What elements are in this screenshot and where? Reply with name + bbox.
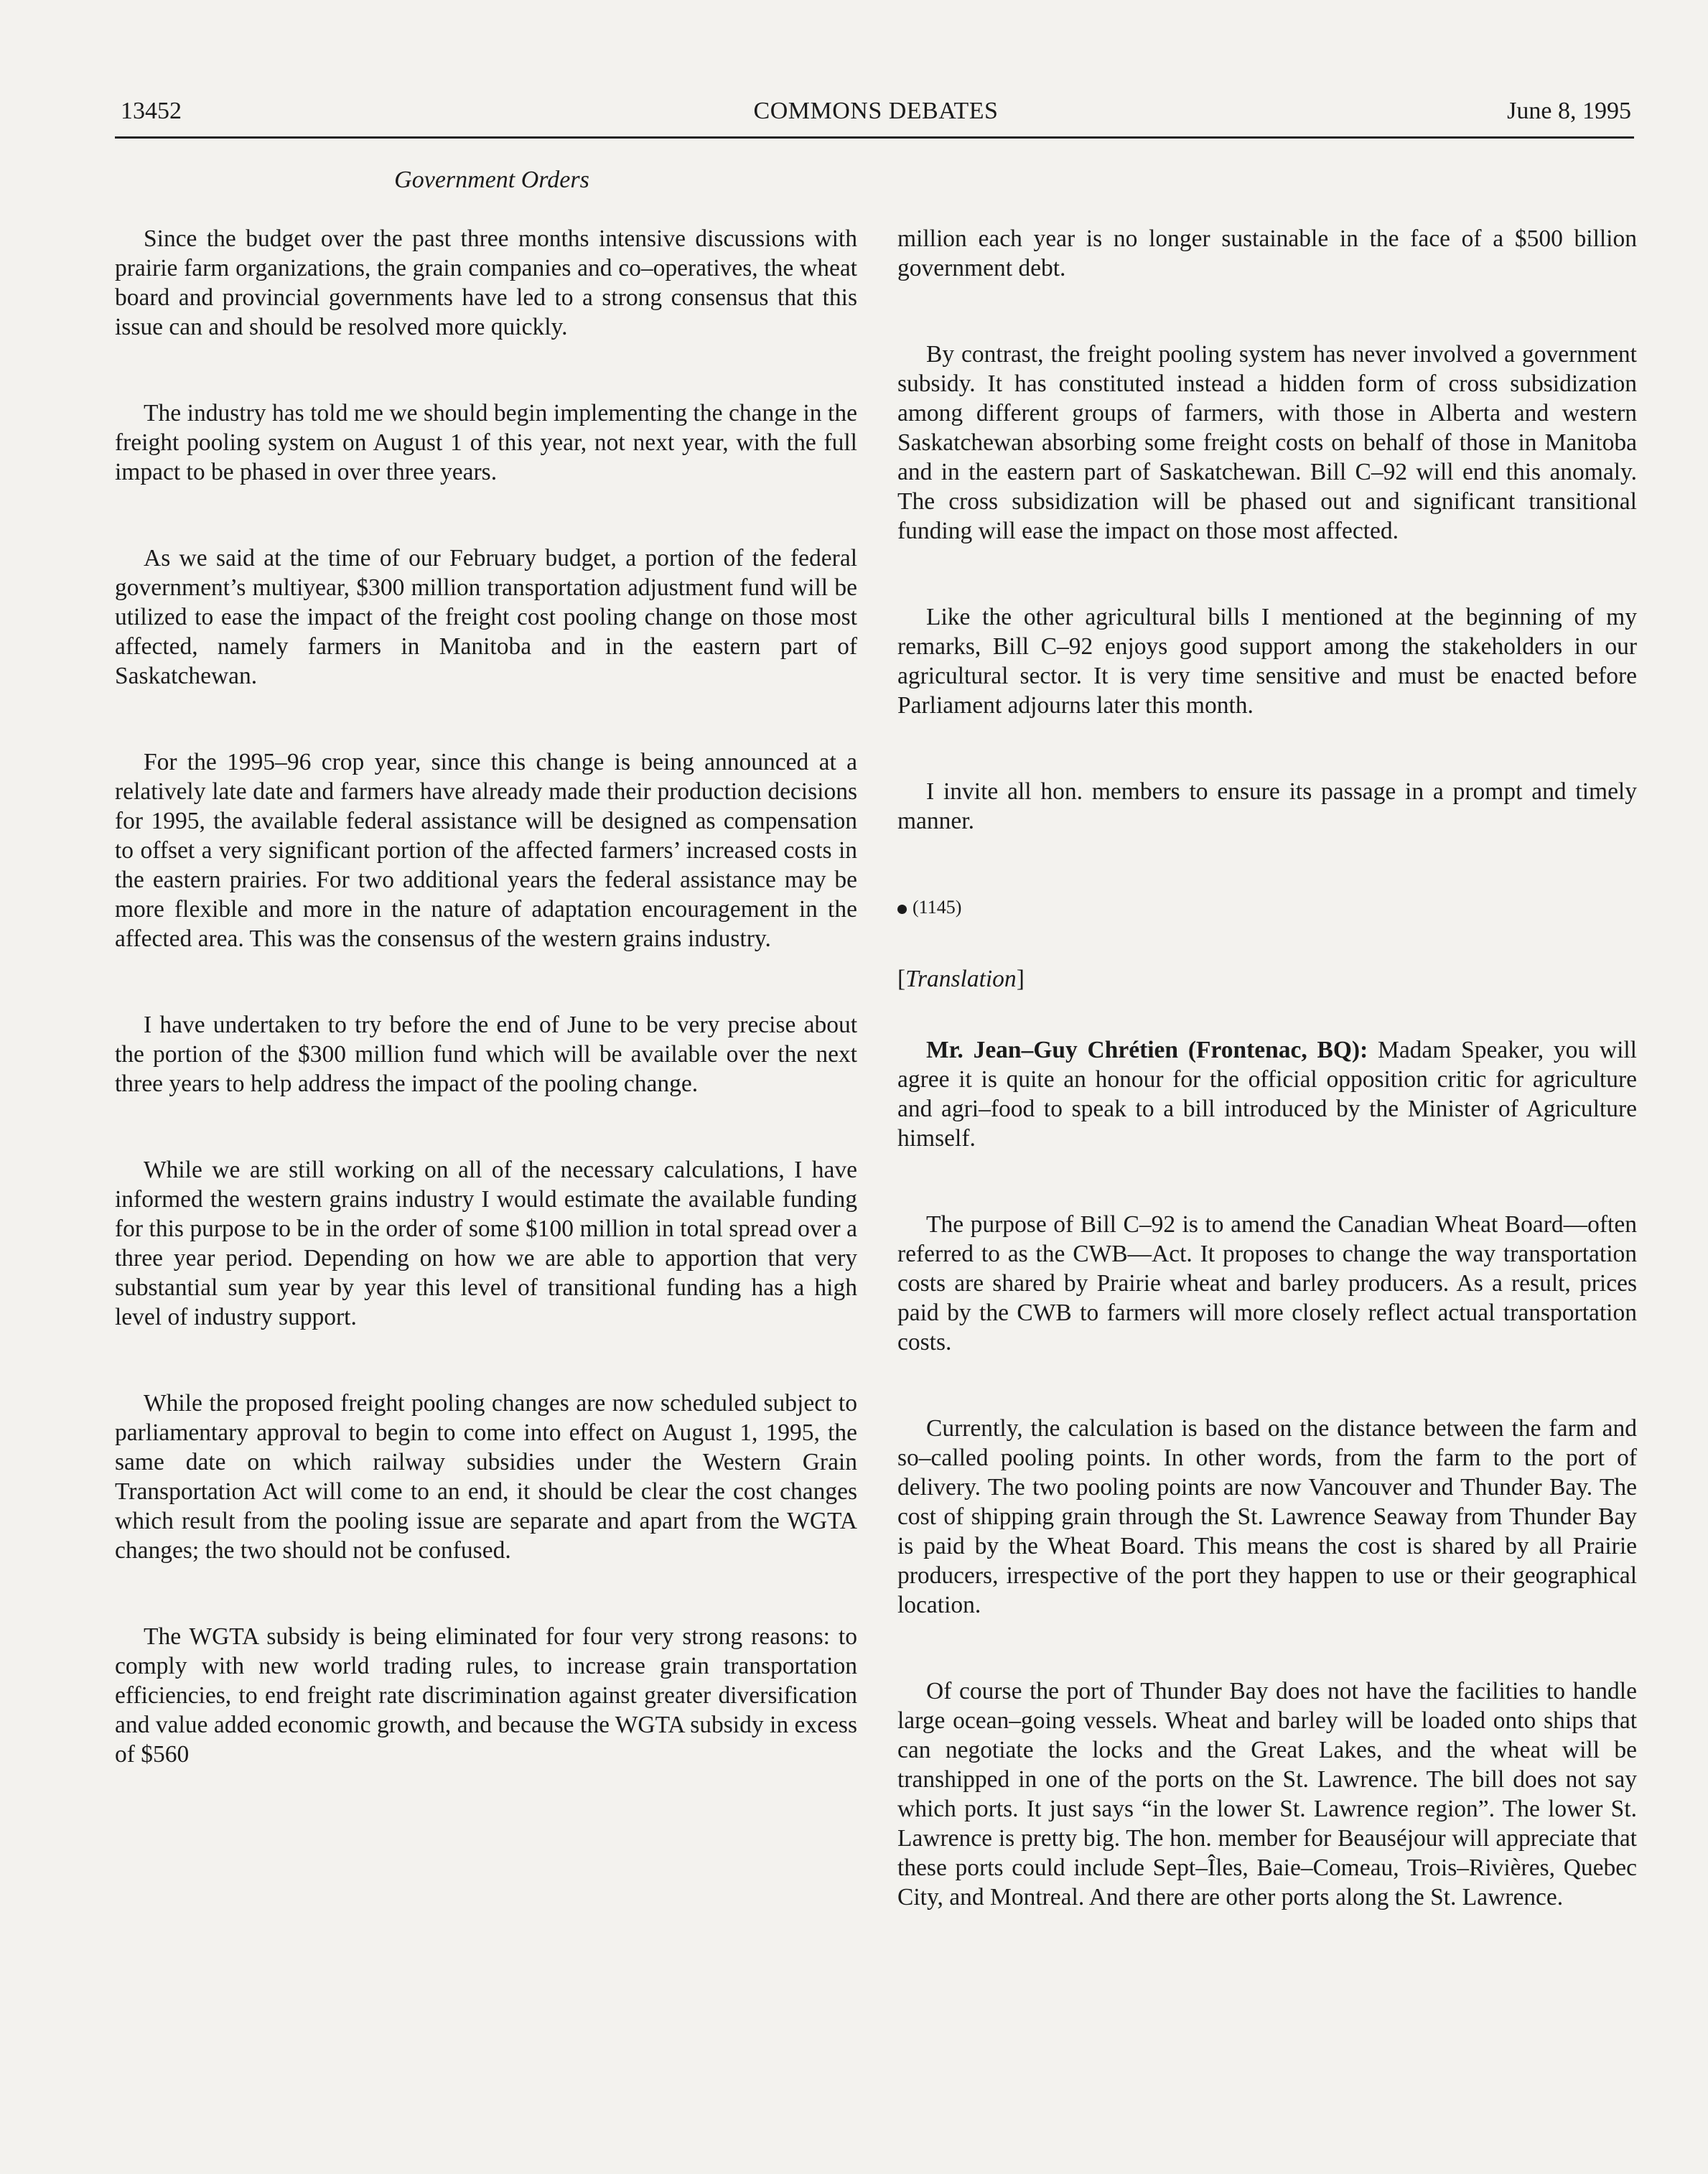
- speaker-paragraph: [897, 1035, 1637, 1153]
- speaker-name: Mr. Jean–Guy Chrétien (Frontenac, BQ):: [926, 1037, 1368, 1063]
- translation-label-text: Translation: [905, 966, 1017, 992]
- left-column: [115, 224, 857, 1826]
- paragraph: While the proposed freight pooling changes are now scheduled subject to parliamentary approval to begin to come into effect on August 1, 1995, the same date on which railway subsidies under the Western Grain Transportation Act will come to an end, it should be clear the cost changes which result from the pooling issue are separate and apart from the WGTA changes; the two should not be confused.: [115, 1390, 857, 1564]
- paragraph: While we are still working on all of the necessary calculations, I have informed the western grains industry I would estimate the available funding for this purpose to be in the order of some $100 million in total spread over a three year period. Depending on how we are able to apportion that very substantial sum year by year this level of transitional funding has a high level of industry support.: [115, 1157, 857, 1330]
- paragraph: For the 1995–96 crop year, since this change is being announced at a relatively late date and farmers have already made their production decisions for 1995, the available federal assistance will be designed as compensation to offset a very significant portion of the affected farmers’ increased costs in the eastern prairies. For two additional years the federal assistance may be more flexible and more in the nature of adaptation encouragement in the affected area. This was the consensus of the western grains industry.: [115, 749, 857, 952]
- time-marker-text: (1145): [913, 897, 962, 918]
- bullet-icon: [897, 905, 907, 914]
- speaker-text: Madam Speaker, you will agree it is quite an honour for the official opposition critic for agriculture and agri–food to speak to a bill introduced by the Minister of Agriculture himself.: [897, 1037, 1637, 1152]
- paragraph-continuation: million each year is no longer sustainable in the face of a $500 billion government debt.: [897, 225, 1637, 281]
- translation-label: [Translation]: [897, 966, 1025, 992]
- paragraph: I invite all hon. members to ensure its passage in a prompt and timely manner.: [897, 778, 1637, 834]
- paragraph: As we said at the time of our February budget, a portion of the federal government’s multiyear, $300 million transportation adjustment fund will be utilized to ease the impact of the freight cost pooling change on those most affected, namely farmers in Manitoba and in the eastern part of Saskatchewan.: [115, 545, 857, 689]
- page-number: 13452: [121, 98, 182, 124]
- publication-title: COMMONS DEBATES: [753, 98, 999, 124]
- header-rule: [115, 136, 1634, 139]
- paragraph: I have undertaken to try before the end of June to be very precise about the portion of the $300 million fund which will be available over the next three years to help address the impact of the pooling change.: [115, 1012, 857, 1097]
- paragraph: The industry has told me we should begin implementing the change in the freight pooling system on August 1 of this year, not next year, with the full impact to be phased in over three years.: [115, 400, 857, 485]
- paragraph: The WGTA subsidy is being eliminated for four very strong reasons: to comply with new world trading rules, to increase grain transportation efficiencies, to end freight rate discrimination against greater diversification and value added economic growth, and because the WGTA subsidy in excess of $560: [115, 1623, 857, 1768]
- right-column: [897, 224, 1637, 1969]
- paragraph: The purpose of Bill C–92 is to amend the Canadian Wheat Board—often referred to as the CWB—Act. It proposes to change the way transportation costs are shared by Prairie wheat and barley producers. As a result, prices paid by the CWB to farmers will more closely reflect actual transportation costs.: [897, 1211, 1637, 1356]
- publication-date: June 8, 1995: [1507, 98, 1631, 124]
- paragraph: Currently, the calculation is based on the distance between the farm and so–called pooling points. In other words, from the farm to the port of delivery. The two pooling points are now Vancouver and Thunder Bay. The cost of shipping grain through the St. Lawrence Seaway from Thunder Bay is paid by the Wheat Board. This means the cost is shared by all Prairie producers, irrespective of the port they happen to use or their geographical location.: [897, 1415, 1637, 1618]
- time-marker: [897, 892, 1637, 922]
- paragraph: Of course the port of Thunder Bay does not have the facilities to handle large ocean–going vessels. Wheat and barley will be loaded onto ships that can negotiate the locks and the Great Lakes, and the wheat will be transhipped in one of the ports on the St. Lawrence. The bill does not say which ports. It just says “in the lower St. Lawrence region”. The lower St. Lawrence is pretty big. The hon. member for Beauséjour will appreciate that these ports could include Sept–Îles, Baie–Comeau, Trois–Rivières, Quebec City, and Montreal. And there are other ports along the St. Lawrence.: [897, 1678, 1637, 1911]
- paragraph: Like the other agricultural bills I mentioned at the beginning of my remarks, Bill C–92 enjoys good support among the stakeholders in our agricultural sector. It is very time sensitive and must be enacted before Parliament adjourns later this month.: [897, 604, 1637, 719]
- paragraph: Since the budget over the past three months intensive discussions with prairie farm organizations, the grain companies and co–operatives, the wheat board and provincial governments have led to a strong consensus that this issue can and should be resolved more quickly.: [115, 225, 857, 340]
- page-header: [121, 95, 1631, 135]
- section-label: Government Orders: [394, 167, 589, 193]
- paragraph: By contrast, the freight pooling system has never involved a government subsidy. It has constituted instead a hidden form of cross subsidization among different groups of farmers, with those in Alberta and western Saskatchewan absorbing some freight costs on behalf of those in Manitoba and in the eastern part of Saskatchewan. Bill C–92 will end this anomaly. The cross subsidization will be phased out and significant transitional funding will ease the impact on those most affected.: [897, 341, 1637, 544]
